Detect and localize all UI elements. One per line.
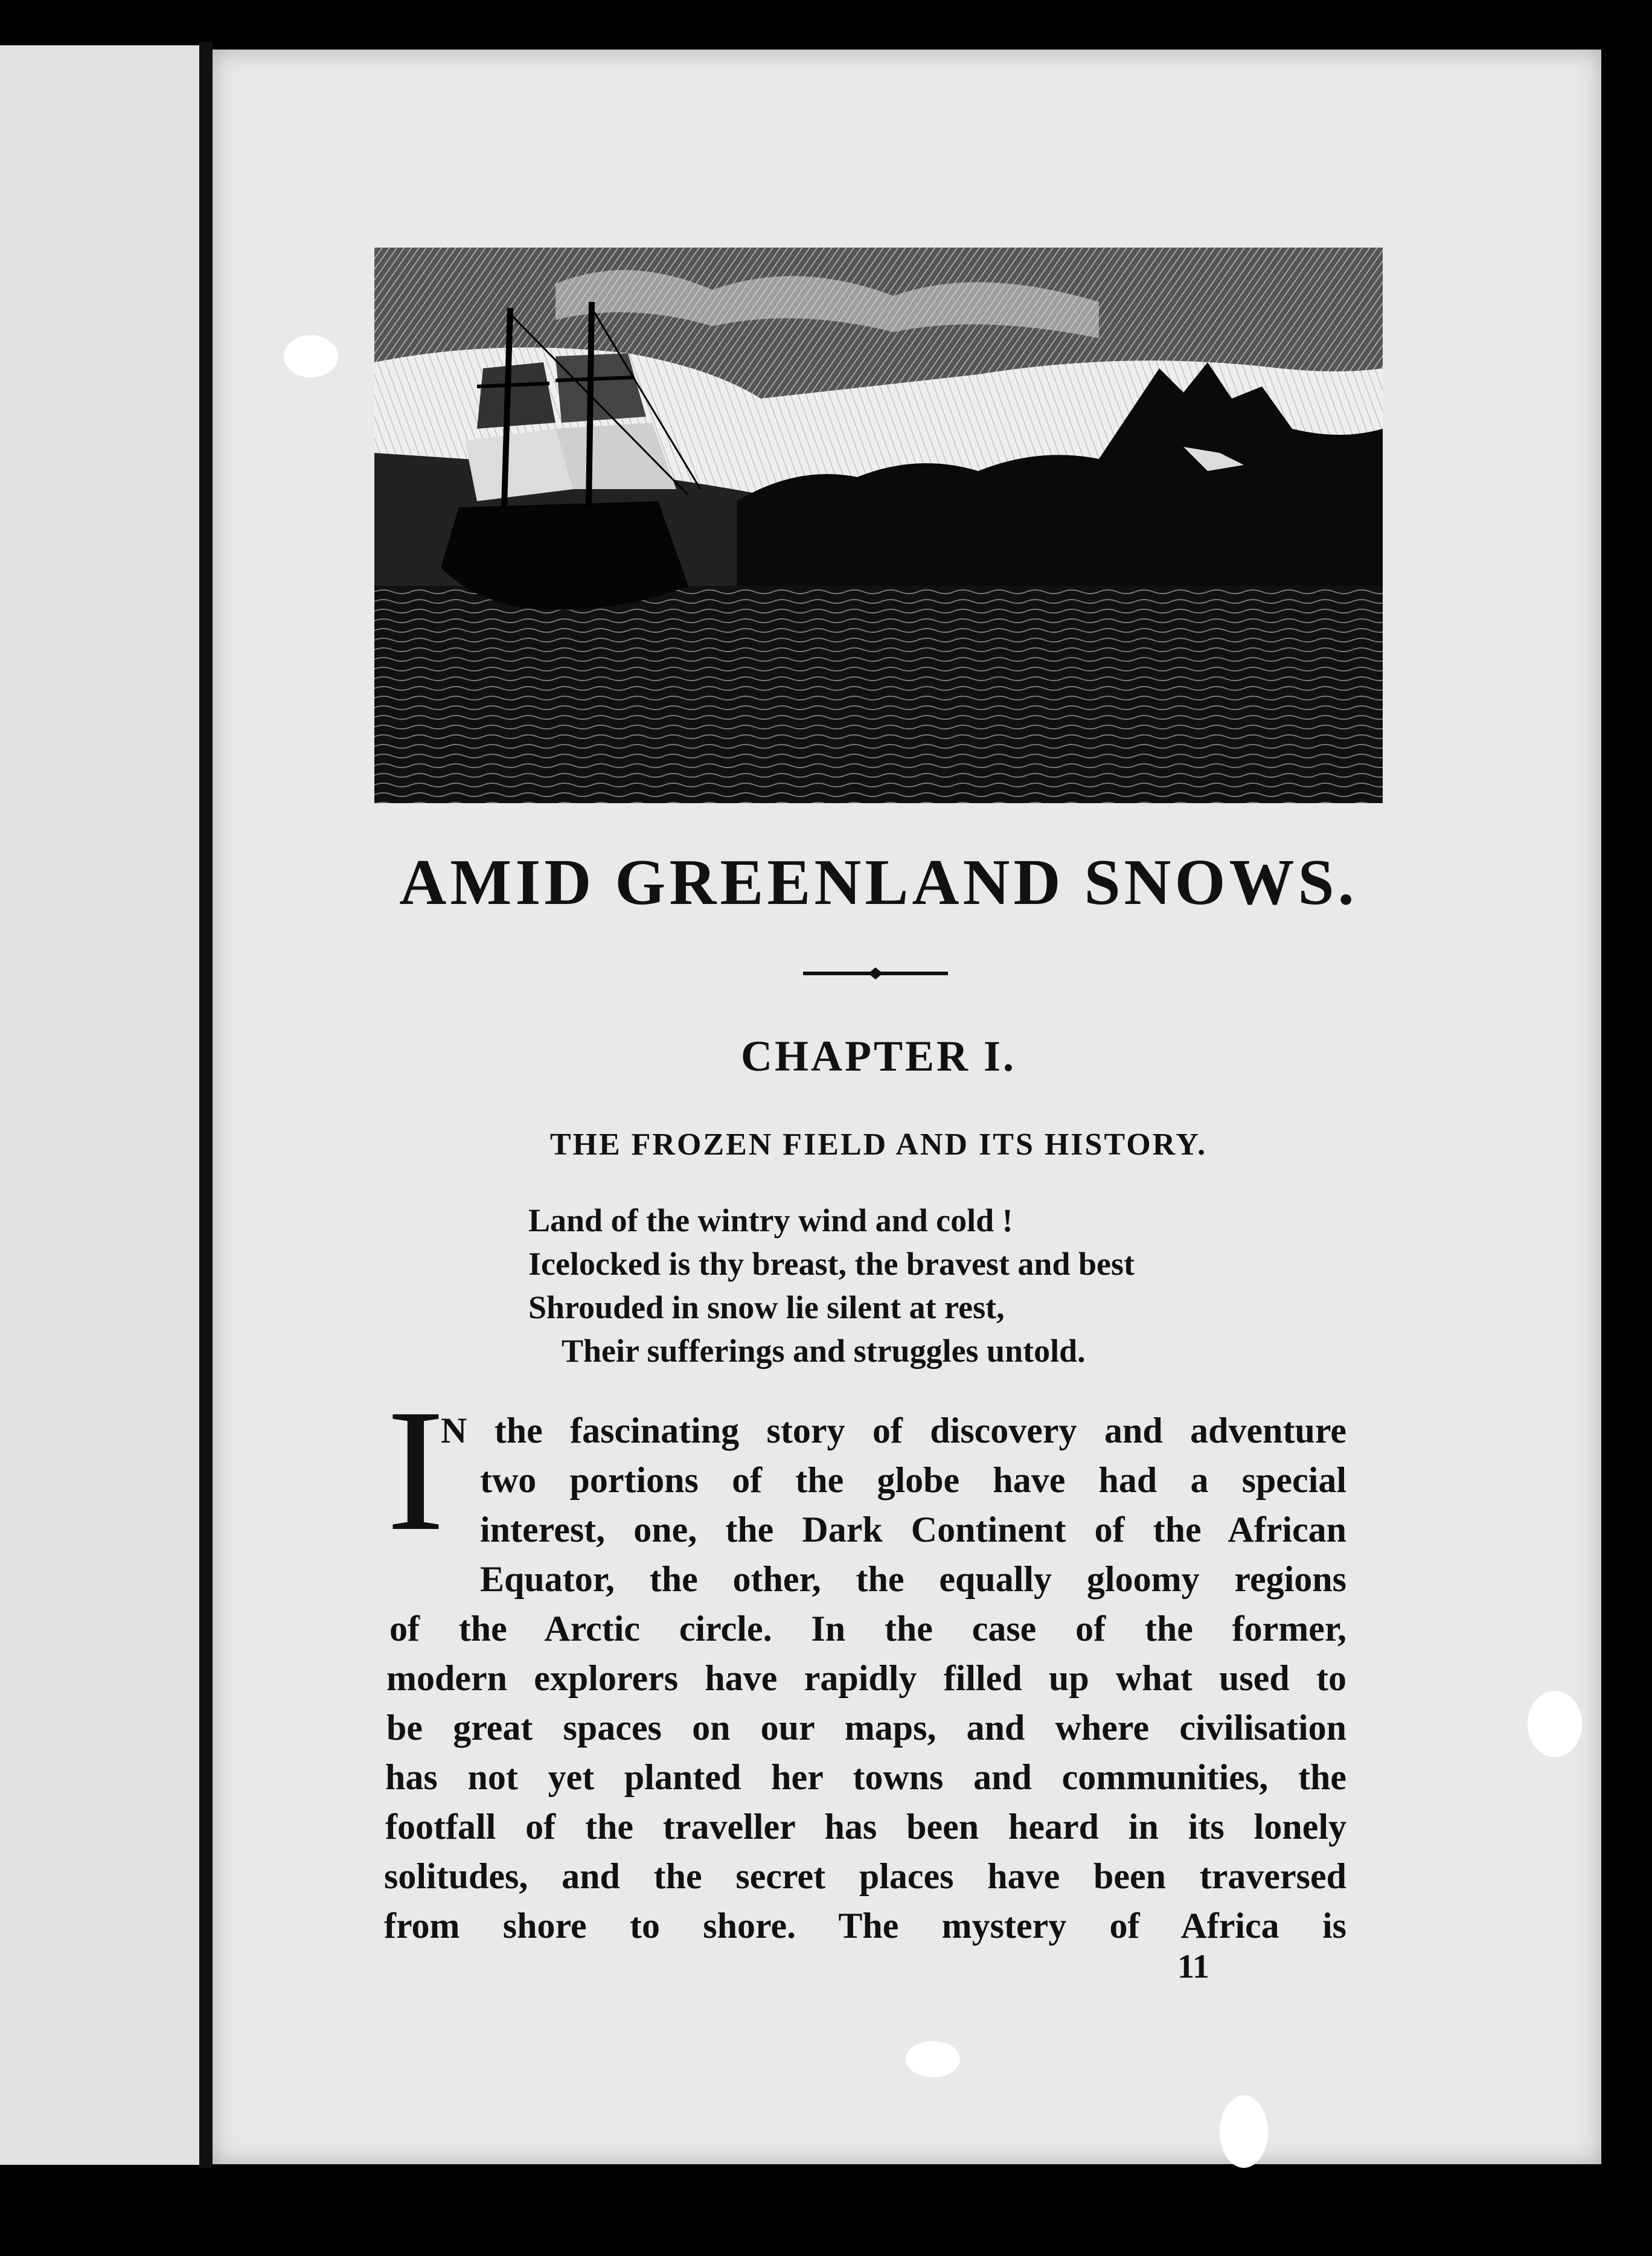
body-line: has not yet planted her towns and communities, the bbox=[385, 1757, 1346, 1797]
body-line: interest, one, the Dark Continent of the African bbox=[480, 1510, 1346, 1549]
body-line: of the Arctic circle. In the case of the former, bbox=[389, 1609, 1346, 1649]
body-line: footfall of the traveller has been heard in its lonely bbox=[385, 1807, 1346, 1847]
page-number: 11 bbox=[1177, 1948, 1209, 1985]
book-title: AMID GREENLAND SNOWS. bbox=[399, 847, 1358, 918]
body-line: from shore to shore. The mystery of Africa is bbox=[384, 1906, 1346, 1946]
scan-speck bbox=[906, 2041, 960, 2077]
verse-line: Land of the wintry wind and cold ! bbox=[528, 1202, 1013, 1239]
body-line: N the fascinating story of discovery and adventure bbox=[441, 1411, 1346, 1450]
body-line: Equator, the other, the equally gloomy regions bbox=[480, 1559, 1346, 1599]
previous-page-edge bbox=[0, 45, 199, 2165]
chapter-title: THE FROZEN FIELD AND ITS HISTORY. bbox=[549, 1127, 1208, 1162]
body-line: two portions of the globe have had a special bbox=[480, 1460, 1346, 1500]
body-line: be great spaces on our maps, and where civilisation bbox=[386, 1708, 1346, 1748]
chapter-heading: CHAPTER I. bbox=[740, 1032, 1017, 1080]
scan-speck bbox=[1220, 2095, 1268, 2168]
body-line: solitudes, and the secret places have been traversed bbox=[384, 1856, 1346, 1896]
drop-cap: I bbox=[386, 1373, 445, 1567]
verse-line: Icelocked is thy breast, the bravest and best bbox=[528, 1246, 1135, 1282]
scan-speck bbox=[284, 335, 338, 377]
verse-line: Shrouded in snow lie silent at rest, bbox=[528, 1289, 1005, 1325]
ship-illustration bbox=[374, 248, 1383, 803]
book-gutter bbox=[199, 42, 213, 2168]
body-line: modern explorers have rapidly filled up what used to bbox=[386, 1658, 1346, 1698]
verse-line: Their sufferings and struggles untold. bbox=[562, 1333, 1086, 1369]
title-ornament-divider bbox=[803, 966, 948, 981]
scan-speck bbox=[1528, 1691, 1582, 1757]
